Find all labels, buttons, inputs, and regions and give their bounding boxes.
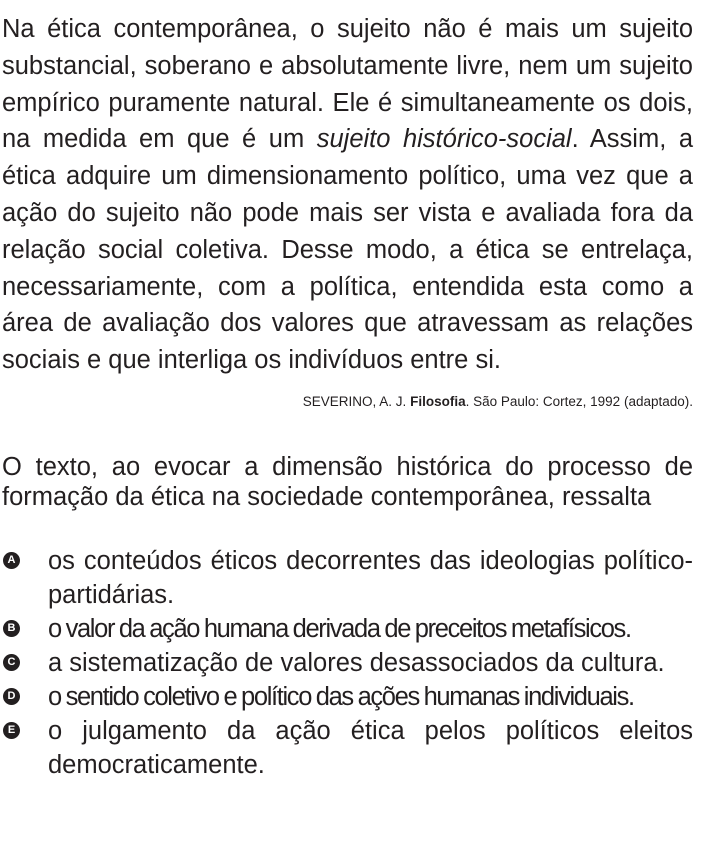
source-author: SEVERINO, A. J. (302, 393, 411, 409)
passage-text (2, 11, 693, 379)
option-e[interactable] (2, 714, 693, 782)
passage-emphasis: sujeito histórico-social (316, 125, 572, 154)
option-c[interactable] (2, 646, 693, 680)
option-b-letter-badge: B (3, 620, 20, 637)
option-e-text: o julgamento da ação ética pelos políticos eleitos democraticamente. (48, 716, 693, 779)
option-c-text: a sistematização de valores desassociados da cultura. (48, 648, 665, 677)
passage-part-1: Na ética contemporânea, o sujeito não é mais um sujeito substancial, soberano e absolutamente livre, nem um sujeito empírico puramente natural. Ele é simultaneamente os dois, na medida em que é um (2, 15, 693, 154)
option-a-text: os conteúdos éticos decorrentes das ideologias político-partidárias. (48, 546, 693, 609)
option-a-letter-badge: A (3, 552, 20, 569)
passage-part-2: . Assim, a ética adquire um dimensionamento político, uma vez que a ação do sujeito não pode mais ser vista e avaliada fora da relação social coletiva. Desse modo, a ética se entrelaça, necessariamente, com a política, entendida esta como a área de avaliação dos valores que atravessam as relações sociais e que interliga os indivíduos entre si. (2, 125, 693, 375)
option-a[interactable] (2, 544, 693, 612)
source-work: Filosofia (410, 393, 466, 409)
option-d[interactable] (2, 680, 693, 714)
answer-options (2, 544, 693, 782)
source-rest: . São Paulo: Cortez, 1992 (adaptado). (465, 393, 693, 409)
option-e-letter-badge: E (3, 722, 20, 739)
option-d-text: o sentido coletivo e político das ações humanas individuais. (48, 682, 634, 711)
option-c-letter-badge: C (3, 654, 20, 671)
option-d-letter-badge: D (3, 688, 20, 705)
question-stem: O texto, ao evocar a dimensão histórica do processo de formação da ética na sociedade contemporânea, ressalta (2, 452, 693, 511)
option-b-text: o valor da ação humana derivada de preceitos metafísicos. (48, 614, 631, 643)
option-b[interactable] (2, 612, 693, 646)
source-citation (2, 393, 693, 411)
